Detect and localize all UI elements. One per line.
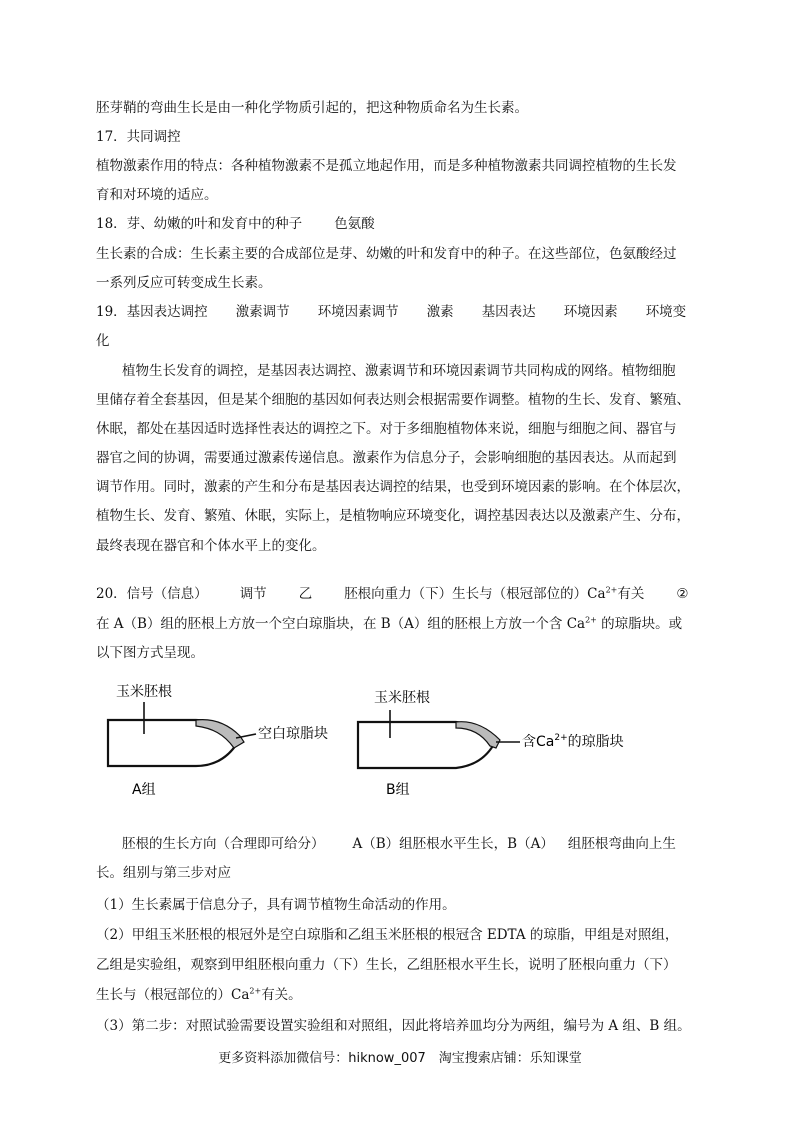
text-line: 长。组别与第三步对应 bbox=[96, 865, 231, 881]
paragraph-line: 调节作用。同时，激素的产生和分布是基因表达调控的结果，也受到环境因素的影响。在个体层次， bbox=[96, 479, 690, 495]
answer-18-b: 色氨酸 bbox=[334, 216, 375, 232]
group-b-diagram bbox=[358, 689, 624, 798]
text-line: 生长素的合成：生长素主要的合成部位是芽、幼嫩的叶和发育中的种子。在这些部位，色氨酸经过 bbox=[96, 246, 677, 262]
answer-20-heading bbox=[96, 584, 688, 604]
text-line: 生长与（根冠部位的）$Ca^{2+}$有关。 bbox=[96, 986, 302, 1003]
answer-19-f: 环境因素 bbox=[563, 304, 618, 320]
result-c: 组胚根弯曲向上生 bbox=[567, 836, 676, 852]
text-line: 一系列反应可转变成生长素。 bbox=[96, 275, 272, 291]
answer-18-heading bbox=[96, 214, 375, 234]
text-line bbox=[96, 834, 676, 854]
page-footer: 更多资料添加微信号：hiknow_007 淘宝搜索店铺：乐知课堂 bbox=[218, 1051, 582, 1066]
text-line: 育和对环境的适应。 bbox=[96, 187, 218, 203]
answer-19-a: 19．基因表达调控 bbox=[96, 304, 208, 320]
text-line: 在 A（B）组的胚根上方放一个空白琼脂块，在 B（A）组的胚根上方放一个含 $Ca^{2+}$ 的琼脂块。或 bbox=[96, 615, 683, 632]
paragraph-line: 植物生长、发育、繁殖、休眠，实际上，是植物响应环境变化，调控基因表达以及激素产生、分布， bbox=[96, 508, 690, 524]
agar-block-a bbox=[196, 720, 244, 748]
answer-19-d: 激素 bbox=[426, 304, 454, 320]
answer-19-c: 环境因素调节 bbox=[317, 304, 399, 320]
group-a-diagram bbox=[108, 683, 328, 798]
answer-17-heading: 17．共同调控 bbox=[96, 129, 181, 145]
group-b-label: B组 bbox=[386, 782, 410, 798]
group-a-root-label: 玉米胚根 bbox=[116, 684, 172, 700]
result-a: 胚根的生长方向（合理即可给分） bbox=[122, 836, 325, 852]
answer-18-a: 18．芽、幼嫩的叶和发育中的种子 bbox=[96, 216, 303, 232]
answer-19-b: 激素调节 bbox=[235, 304, 290, 320]
paragraph-line: 里储存着全套基因，但是某个细胞的基因如何表达则会根据需要作调整。植物的生长、发育、繁殖、 bbox=[96, 392, 690, 408]
group-a-label: A组 bbox=[132, 782, 156, 798]
paragraph-line: 休眠，都处在基因适时选择性表达的调控之下。对于多细胞植物体来说，细胞与细胞之间、器官与 bbox=[96, 421, 677, 437]
answer-19-g: 环境变 bbox=[645, 304, 687, 320]
answer-20-c: 乙 bbox=[298, 586, 313, 602]
answer-19-e: 基因表达 bbox=[481, 304, 536, 320]
paragraph-line: 植物生长发育的调控，是基因表达调控、激素调节和环境因素调节共同构成的网络。植物细胞 bbox=[122, 363, 676, 379]
text-line: （3）第二步：对照试验需要设置实验组和对照组，因此将培养皿均分为两组，编号为 A 组、B 组。 bbox=[96, 1018, 691, 1034]
text-line: 化 bbox=[96, 333, 110, 349]
answer-19-heading bbox=[96, 302, 686, 322]
answer-20-a: 20．信号（信息） bbox=[96, 586, 208, 602]
experiment-diagram bbox=[96, 676, 656, 806]
group-a-block-label: 空白琼脂块 bbox=[258, 726, 328, 742]
result-b: A（B）组胚根水平生长，B（A） bbox=[352, 836, 554, 852]
answer-20-e: ② bbox=[676, 586, 689, 602]
paragraph-line: 器官之间的协调，需要通过激素传递信息。激素作为信息分子，会影响细胞的基因表达。从而起到 bbox=[96, 450, 677, 466]
answer-20-b: 调节 bbox=[239, 586, 267, 602]
group-b-block-label: 含$Ca^{2+}$的琼脂块 bbox=[522, 733, 624, 750]
text-line: 以下图方式呈现。 bbox=[96, 645, 204, 661]
text-line: （1）生长素属于信息分子，具有调节植物生命活动的作用。 bbox=[96, 897, 456, 913]
paragraph-line: 最终表现在器官和个体水平上的变化。 bbox=[96, 538, 326, 554]
experiment-figure bbox=[96, 676, 656, 806]
group-b-root-label: 玉米胚根 bbox=[374, 690, 430, 706]
text-line: 乙组是实验组，观察到甲组胚根向重力（下）生长，乙组胚根水平生长，说明了胚根向重力（下） bbox=[96, 957, 677, 973]
text-line: 胚芽鞘的弯曲生长是由一种化学物质引起的，把这种物质命名为生长素。 bbox=[96, 100, 528, 116]
text-line: 植物激素作用的特点：各种植物激素不是孤立地起作用，而是多种植物激素共同调控植物的生长发 bbox=[96, 158, 677, 174]
agar-block-b bbox=[456, 722, 500, 748]
answer-20-d: 胚根向重力（下）生长与（根冠部位的）$Ca^{2+}$有关 bbox=[344, 585, 645, 602]
text-line: （2）甲组玉米胚根的根冠外是空白琼脂和乙组玉米胚根的根冠含 EDTA 的琼脂，甲组是对照组， bbox=[96, 927, 679, 943]
